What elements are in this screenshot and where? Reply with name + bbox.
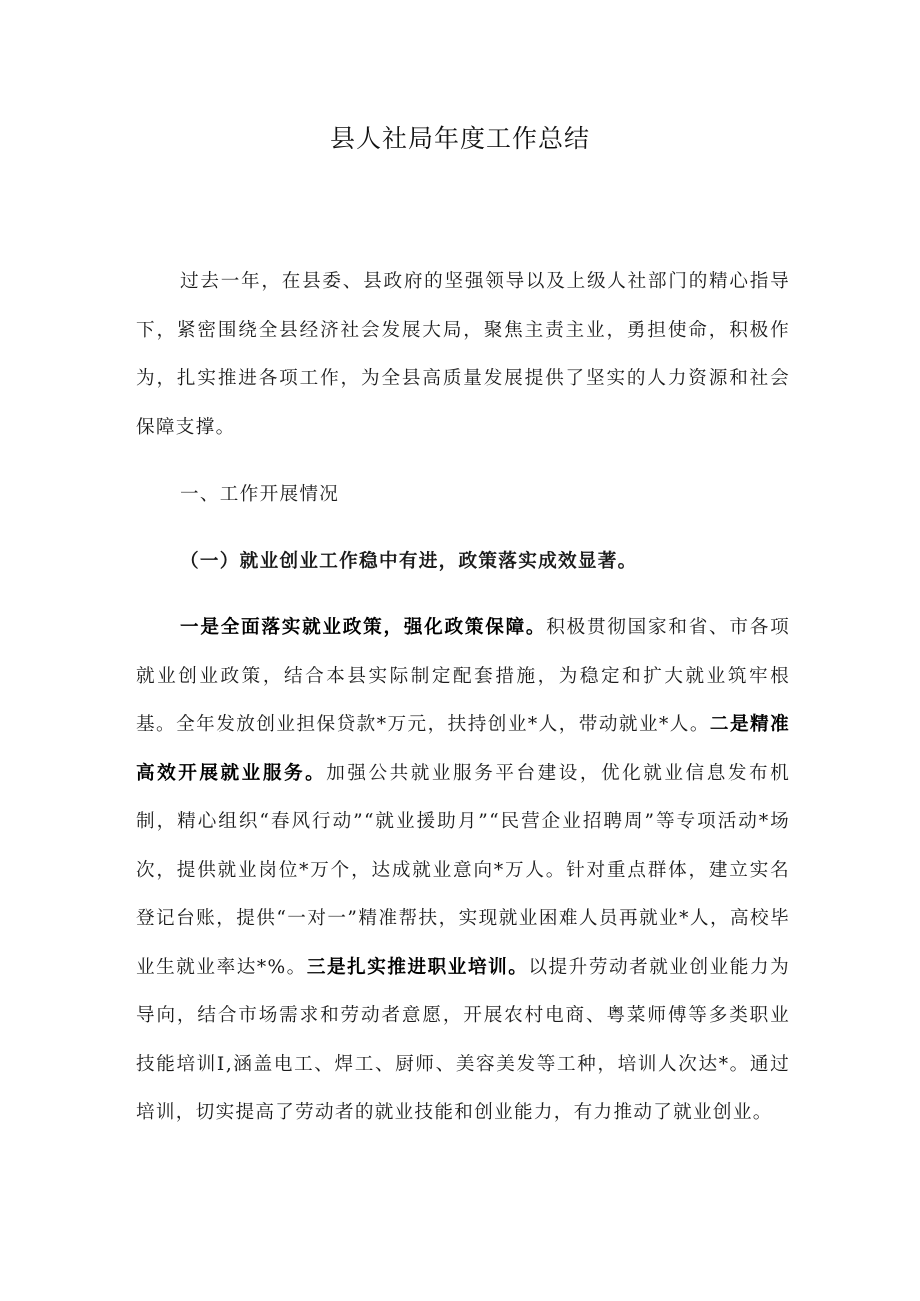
point1-title: 一是全面落实就业政策，强化政策保障。 <box>180 617 547 638</box>
point3-text: 以提升劳动者就业创业能力为导向，结合市场需求和劳动者意愿，开展农村电商、粤菜师傅等多类职业技能培训Ⅰ,涵盖电工、焊工、厨师、美容美发等工种，培训人次达*。通过培训，切实提高了劳动者的就业技能和创业能力，有力推动了就业创业。 <box>136 956 790 1123</box>
point2-title: 二是精准高效开展就业服务。 <box>136 714 790 784</box>
intro-paragraph: 过去一年，在县委、县政府的坚强领导以及上级人社部门的精心指导下，紧密围绕全县经济社会发展大局，聚焦主责主业，勇担使命，积极作为，扎实推进各项工作，为全县高质量发展提供了坚实的人力资源和社会保障支撑。 <box>136 271 790 438</box>
section-heading: 一、工作开展情况 <box>180 484 340 505</box>
subsection-heading: （一）就业创业工作稳中有进，政策落实成效显著。 <box>180 551 638 572</box>
body-paragraph <box>136 604 790 1138</box>
point2-text: 加强公共就业服务平台建设，优化就业信息发布机制，精心组织“春风行动”“就业援助月”“民营企业招聘周”等专项活动*场次，提供就业岗位*万个，达成就业意向*万人。针对重点群体，建立实名登记台账，提供“一对一”精准帮扶，实现就业困难人员再就业*人，高校毕业生就业率达*%。 <box>136 762 790 978</box>
document-title: 县人社局年度工作总结 <box>329 124 590 153</box>
point3-title: 三是扎实推进职业培训。 <box>306 956 529 978</box>
point1-text: 积极贯彻国家和省、市各项就业创业政策，结合本县实际制定配套措施，为稳定和扩大就业筑牢根基。全年发放创业担保贷款*万元，扶持创业*人，带动就业*人。 <box>136 617 790 735</box>
